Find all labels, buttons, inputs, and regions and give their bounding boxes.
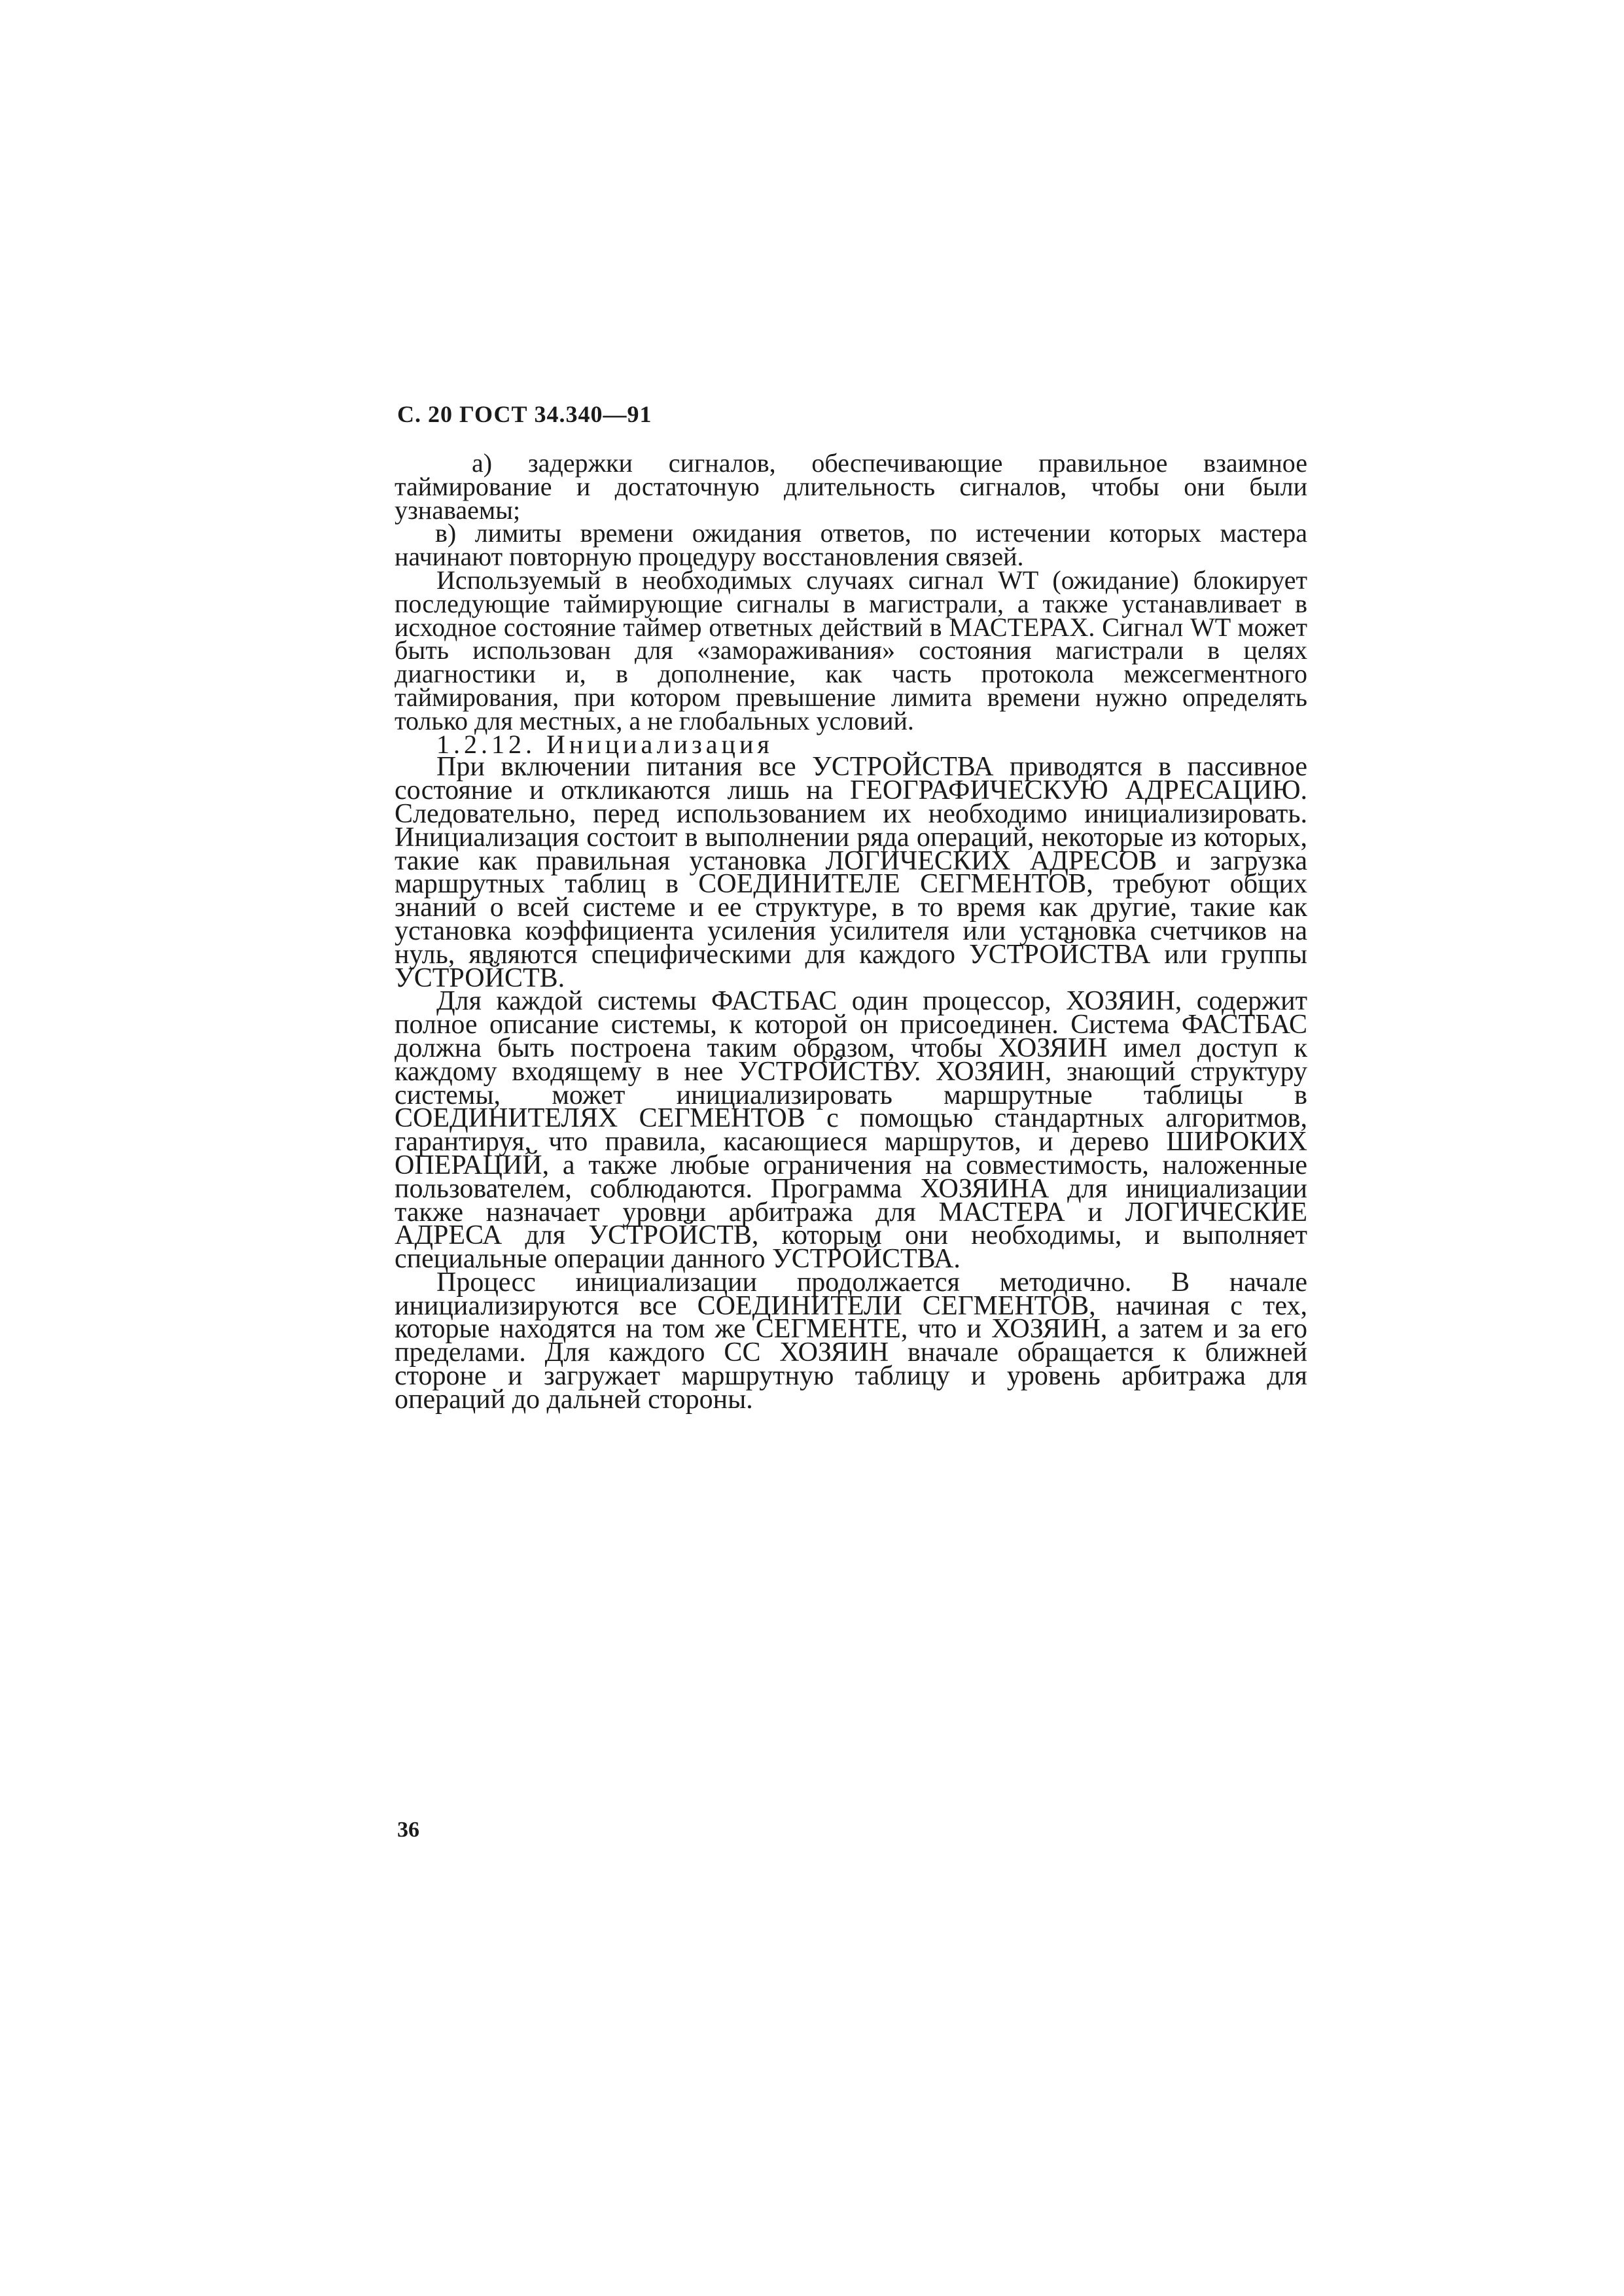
paragraph-wt-signal: Используемый в необходимых случаях сигнал WT (ожидание) блокирует последующие таймирующие сигналы в магистрали, а также устанавливает в исходное состояние таймер ответных действий в МАСТЕРАХ. Сигнал WT может быть использован для «замораживания» состояния магистрали в целях диагностики и, в дополнение, как часть протокола межсегментного таймирования, при котором превышение лимита времени нужно определять только для местных, а не глобальных условий.	[395, 565, 1307, 735]
paragraph-item-a: а) задержки сигналов, обеспечивающие правильное взаимное таймирование и достаточную длительность сигналов, чтобы они были узнаваемы;	[395, 448, 1307, 525]
page-number: 36	[397, 1818, 419, 1842]
paragraph-item-b: в) лимиты времени ожидания ответов, по истечении которых мастера начинают повторную процедуру восстановления связей.	[395, 518, 1307, 572]
body-text	[395, 448, 1307, 1415]
section-heading-initialization: 1.2.12. Инициализация	[436, 729, 773, 759]
paragraph-power-on: При включении питания все УСТРОЙСТВА приводятся в пассивное состояние и откликаются лишь на ГЕОГРАФИЧЕСКУЮ АДРЕСАЦИЮ. Следовательно, перед использованием их необходимо инициализировать. Инициализация состоит в выполнении ряда операций, некоторые из которых, такие как правильная установка ЛОГИЧЕСКИХ АДРЕСОВ и загрузка маршрутных таблиц в СОЕДИНИТЕЛЕ СЕГМЕНТОВ, требуют общих знаний о всей системе и ее структуре, в то время как другие, такие как установка коэффициента усиления усилителя или установка счетчиков на нуль, являются специфическими для каждого УСТРОЙСТВА или группы УСТРОЙСТВ.	[395, 752, 1307, 993]
paragraph-init-process: Процесс инициализации продолжается методично. В начале инициализируются все СОЕДИНИТЕЛИ СЕГМЕНТОВ, начиная с тех, которые находятся на том же СЕГМЕНТЕ, что и ХОЗЯИН, а затем и за его пределами. Для каждого СС ХОЗЯИН вначале обращается к ближней стороне и загружает маршрутную таблицу и уровень арбитража для операций до дальней стороны.	[395, 1267, 1307, 1415]
running-header: С. 20 ГОСТ 34.340—91	[397, 401, 652, 427]
paragraph-host-processor: Для каждой системы ФАСТБАС один процессор, ХОЗЯИН, содержит полное описание системы, к которой он присоединен. Система ФАСТБАС должна быть построена таким образом, чтобы ХОЗЯИН имел доступ к каждому входящему в нее УСТРОЙСТВУ. ХОЗЯИН, знающий структуру системы, может инициализировать маршрутные таблицы в СОЕДИНИТЕЛЯХ СЕГМЕНТОВ с помощью стандартных алгоритмов, гарантируя, что правила, касающиеся маршрутов, и дерево ШИРОКИХ ОПЕРАЦИЙ, а также любые ограничения на совместимость, наложенные пользователем, соблюдаются. Программа ХОЗЯИНА для инициализации также назначает уровни арбитража для МАСТЕРА и ЛОГИЧЕСКИЕ АДРЕСА для УСТРОЙСТВ, которым они необходимы, и выполняет специальные операции данного УСТРОЙСТВА.	[395, 986, 1307, 1275]
